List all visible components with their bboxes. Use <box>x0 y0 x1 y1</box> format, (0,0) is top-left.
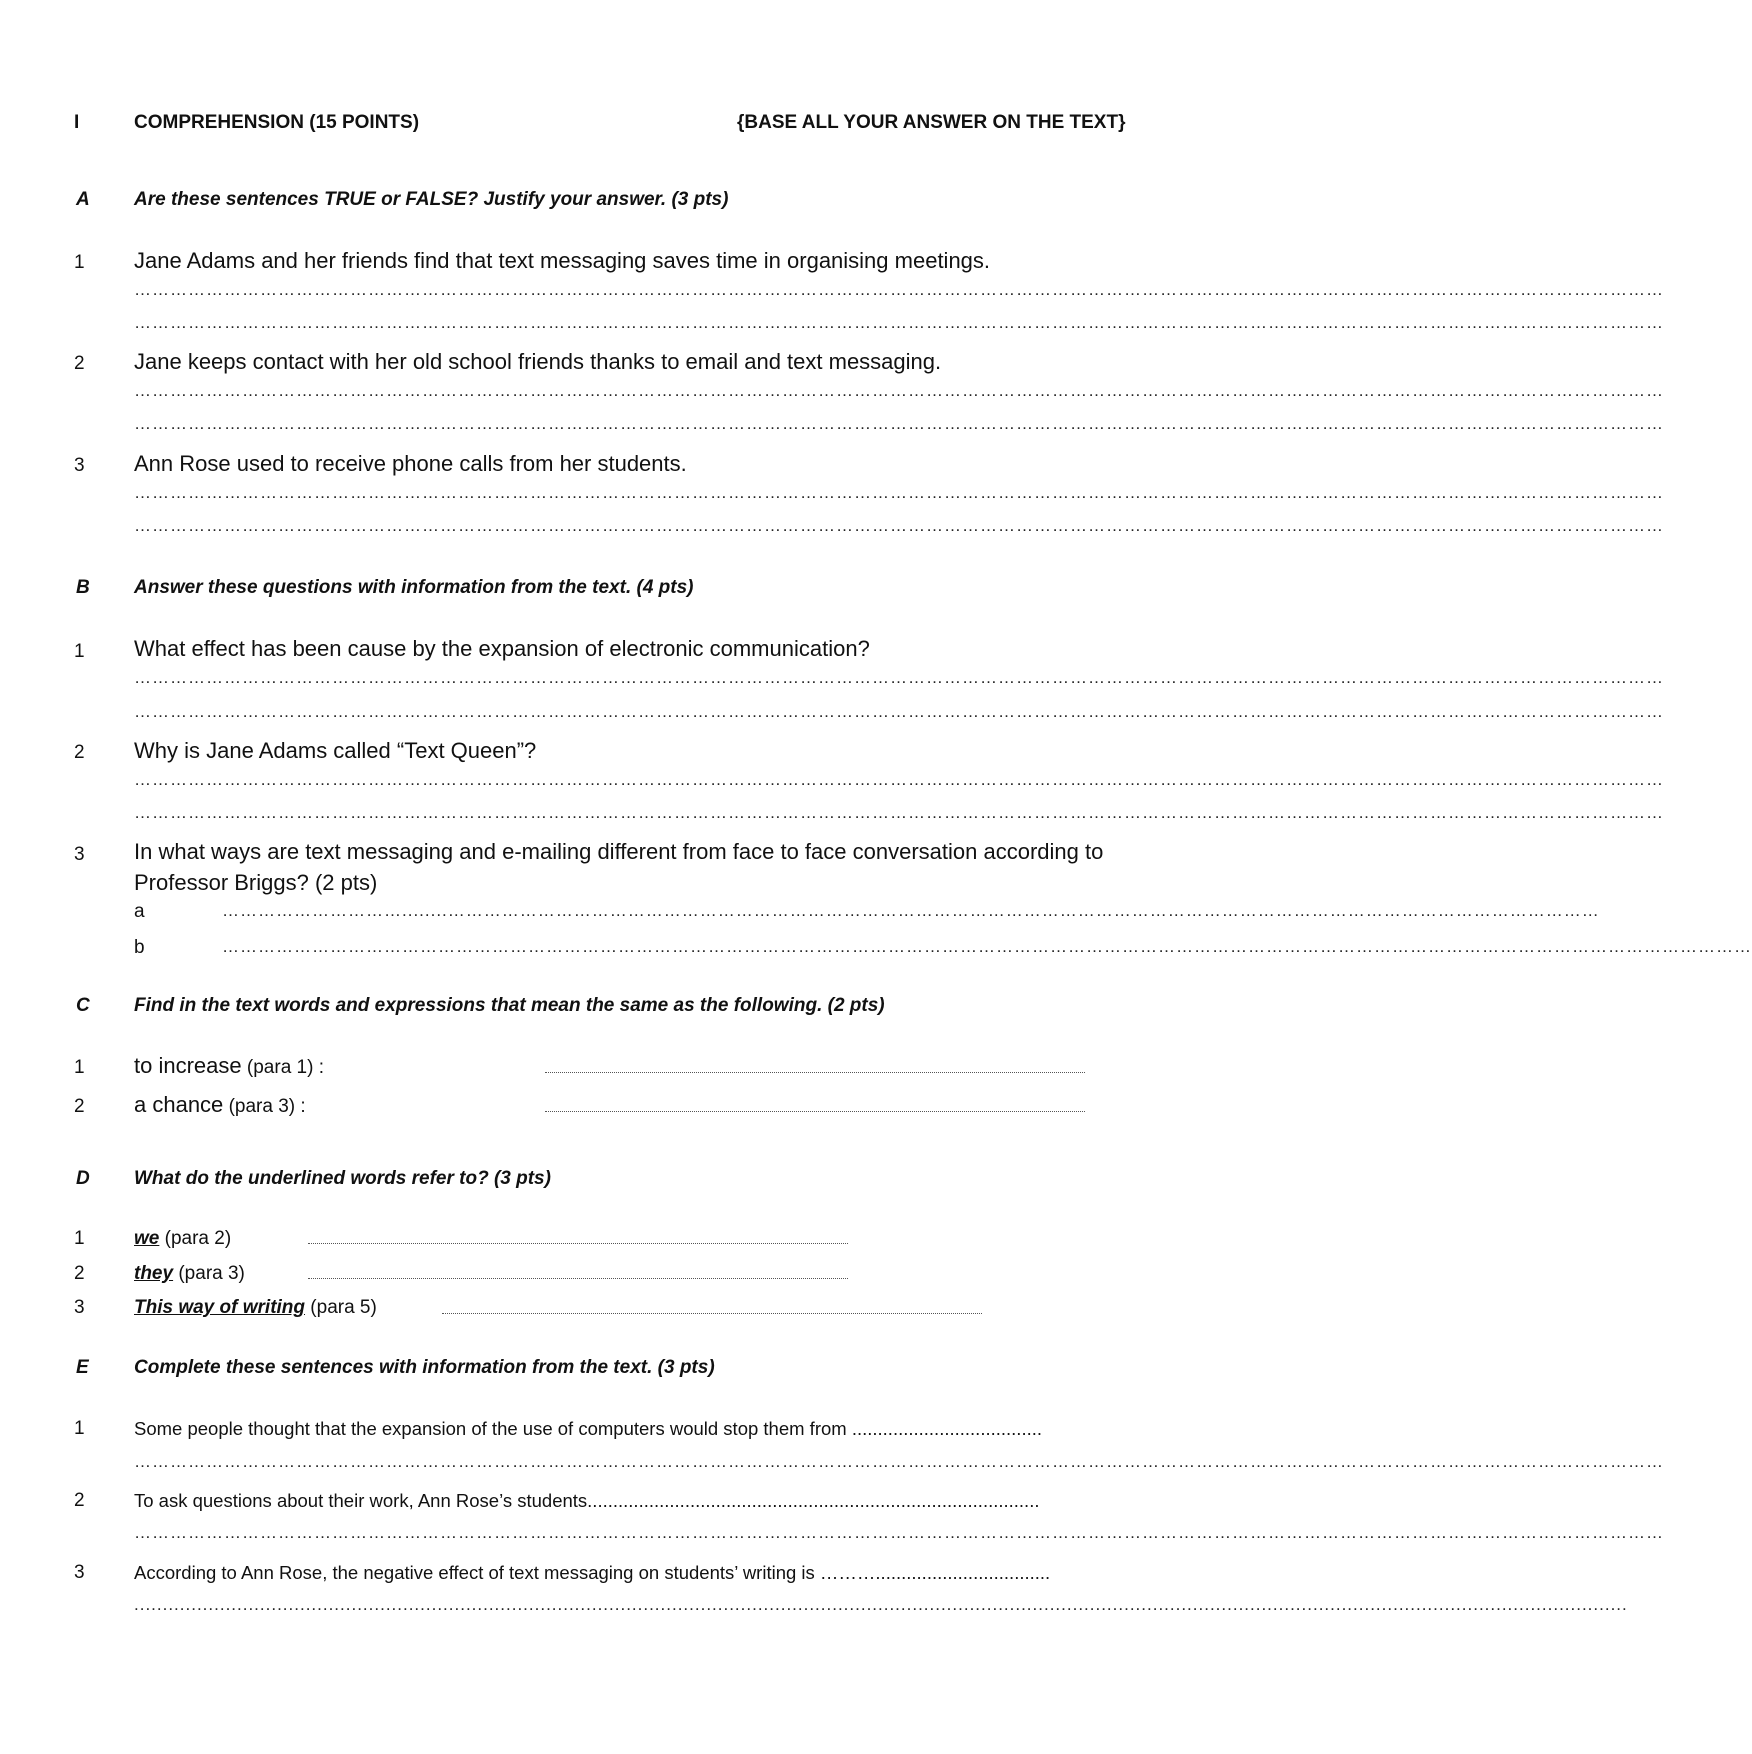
question-number: 2 <box>74 353 85 374</box>
section-a-instruction: Are these sentences TRUE or FALSE? Justify your answer. (3 pts) <box>134 189 729 210</box>
answer-line[interactable]: ………………………………………………………………………………………………………………………………………………………………………………………………………………………………… <box>134 280 1664 299</box>
vocab-para: (para 3) : <box>223 1096 306 1117</box>
question-number: 2 <box>74 1490 85 1511</box>
section-b-instruction: Answer these questions with information from the text. (4 pts) <box>134 577 694 598</box>
answer-line[interactable]: ………………………………………………………………………………………………………………………………………………………………………………………………………………………………… <box>134 483 1664 502</box>
question-number: 2 <box>74 1263 85 1284</box>
underlined-word: they <box>134 1263 174 1284</box>
answer-line[interactable]: …………………………........………………………………………………………………………………………………………………………………………………………………………… <box>222 901 1600 920</box>
underlined-word: we <box>134 1228 160 1249</box>
question-number: 1 <box>74 1418 85 1439</box>
question-text: Jane Adams and her friends find that text messaging saves time in organising meetings. <box>134 248 991 273</box>
reference-para: (para 2) <box>159 1228 232 1249</box>
section-d-letter: D <box>76 1168 90 1189</box>
answer-line[interactable] <box>308 1278 848 1279</box>
question-text: Why is Jane Adams called “Text Queen”? <box>134 738 537 763</box>
section-b-letter: B <box>76 577 90 598</box>
question-number: 1 <box>74 1057 85 1078</box>
question-number: 1 <box>74 252 85 273</box>
vocab-word: to increase <box>134 1053 242 1078</box>
section-c-instruction: Find in the text words and expressions that mean the same as the following. (2 pts) <box>134 995 885 1016</box>
answer-line[interactable]: ………………………………………………………………………………………………………………………………………………………………………………………………………………………………… <box>134 313 1664 332</box>
completion-sentence: According to Ann Rose, the negative effect of text messaging on students’ writing is ……….................................. <box>134 1562 1051 1583</box>
section-roman-numeral: I <box>74 112 80 133</box>
question-number: 2 <box>74 742 85 763</box>
question-number: 3 <box>74 844 85 865</box>
question-number: 3 <box>74 1297 85 1318</box>
question-text: Jane keeps contact with her old school friends thanks to email and text messaging. <box>134 349 942 374</box>
section-a-letter: A <box>76 189 90 210</box>
sub-item-label: a <box>134 901 145 922</box>
section-c-letter: C <box>76 995 90 1016</box>
section-e-instruction: Complete these sentences with information from the text. (3 pts) <box>134 1357 715 1378</box>
question-number: 3 <box>74 455 85 476</box>
question-number: 1 <box>74 641 85 662</box>
answer-line[interactable]: ………………………………………………………………………………………………………………………………………………………………………………………………………………………………… <box>222 937 1752 956</box>
underlined-word: This way of writing <box>134 1297 306 1318</box>
completion-sentence: To ask questions about their work, Ann Rose’s students........................................................................................ <box>134 1490 1040 1511</box>
reference-prompt <box>134 1263 245 1285</box>
vocab-prompt <box>134 1053 324 1079</box>
section-title: COMPREHENSION (15 POINTS) <box>134 112 420 133</box>
answer-line[interactable]: ………………………………………………………………………………………………………………………………………………………………………………………………………………………………… <box>134 668 1664 687</box>
vocab-word: a chance <box>134 1092 224 1117</box>
question-text-continuation: Professor Briggs? (2 pts) <box>134 870 378 895</box>
section-e-letter: E <box>76 1357 89 1378</box>
answer-line[interactable]: ………………………………………………………………………………………………………………………………………………………………………………………………………………………………… <box>134 414 1664 433</box>
section-d-instruction: What do the underlined words refer to? (3 pts) <box>134 1168 551 1189</box>
answer-line[interactable] <box>545 1111 1085 1112</box>
answer-line[interactable]: ..................................................................................................................................................................................................................................................................... <box>134 1595 1628 1614</box>
vocab-prompt <box>134 1092 306 1118</box>
question-number: 2 <box>74 1096 85 1117</box>
answer-line[interactable]: ………………………………………………………………………………………………………………………………………………………………………………………………………………………………… <box>134 516 1664 535</box>
answer-line[interactable]: ………………………………………………………………………………………………………………………………………………………………………………………………………………………………… <box>134 381 1664 400</box>
question-number: 3 <box>74 1562 85 1583</box>
instruction-note: {BASE ALL YOUR ANSWER ON THE TEXT} <box>737 112 1126 133</box>
question-text: In what ways are text messaging and e-mailing different from face to face conversation according to <box>134 839 1104 864</box>
question-text: Ann Rose used to receive phone calls from her students. <box>134 451 687 476</box>
answer-line[interactable] <box>308 1243 848 1244</box>
question-text: What effect has been cause by the expansion of electronic communication? <box>134 636 870 661</box>
completion-sentence: Some people thought that the expansion of the use of computers would stop them from ..................................... <box>134 1418 1042 1439</box>
reference-prompt <box>134 1228 231 1250</box>
answer-line[interactable]: ………………………………………………………………………………………………………………………………………………………………………………………………………………………………… <box>134 1452 1664 1471</box>
vocab-para: (para 1) : <box>241 1057 324 1078</box>
answer-line[interactable] <box>442 1313 982 1314</box>
answer-line[interactable]: ………………………………………………………………………………………………………………………………………………………………………………………………………………………………… <box>134 702 1664 721</box>
reference-para: (para 5) <box>305 1297 377 1318</box>
answer-line[interactable]: ………………………………………………………………………………………………………………………………………………………………………………………………………………………………… <box>134 1523 1664 1542</box>
answer-line[interactable] <box>545 1072 1085 1073</box>
answer-line[interactable]: ………………………………………………………………………………………………………………………………………………………………………………………………………………………………… <box>134 770 1664 789</box>
reference-para: (para 3) <box>173 1263 245 1284</box>
sub-item-label: b <box>134 937 145 958</box>
answer-line[interactable]: ………………………………………………………………………………………………………………………………………………………………………………………………………………………………… <box>134 803 1664 822</box>
reference-prompt <box>134 1297 377 1319</box>
question-number: 1 <box>74 1228 85 1249</box>
